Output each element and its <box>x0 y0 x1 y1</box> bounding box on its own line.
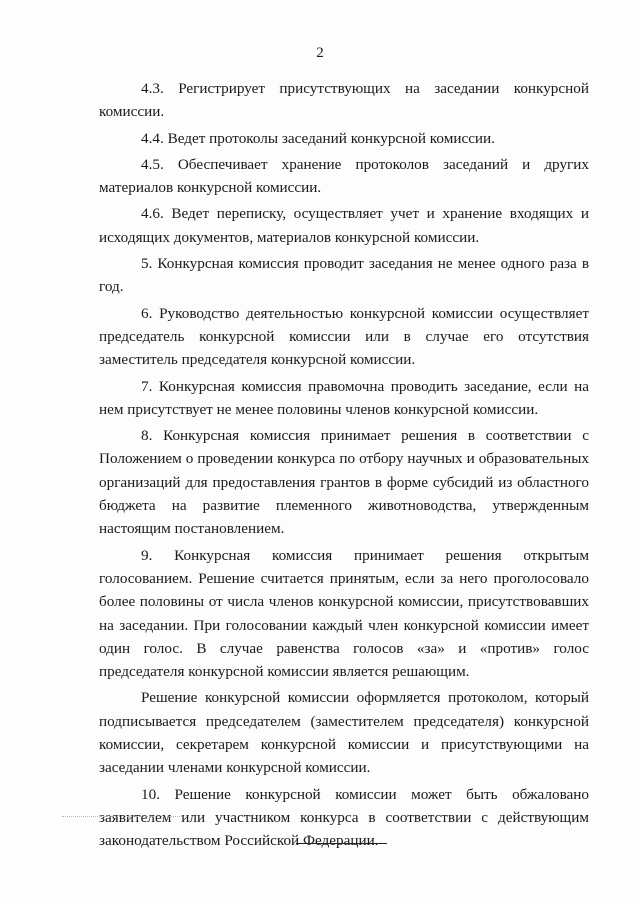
paragraph-9-decision: Решение конкурсной комиссии оформляется протоколом, который подписывается председателем (заместителем председателя) конкурсной комиссии, секретарем конкурсной комиссии и присутствующими на заседании членами конкурсной комиссии. <box>99 689 589 777</box>
paragraph-7: 7. Конкурсная комиссия правомочна проводить заседание, если на нем присутствует не менее половины членов конкурсной комиссии. <box>99 377 589 418</box>
document-body <box>99 77 589 853</box>
paragraph-10: 10. Решение конкурсной комиссии может быть обжаловано заявителем или участником конкурса в соответствии с действующим законодательством Российской Федерации. <box>99 785 589 850</box>
closing-rule <box>296 843 387 844</box>
paragraph-5: 5. Конкурсная комиссия проводит заседания не менее одного раза в год. <box>99 255 589 296</box>
paragraph-4-5: 4.5. Обеспечивает хранение протоколов заседаний и других материалов конкурсной комиссии. <box>99 155 589 197</box>
paragraph-9: 9. Конкурсная комиссия принимает решения открытым голосованием. Решение считается принятым, если за него проголосовало более половины от числа членов конкурсной комиссии, присутствовавших на заседании. При голосовании каждый член конкурсной комиссии имеет один голос. В случае равенства голосов «за» и «против» голос председателя конкурсной комиссии является решающим. <box>99 546 589 681</box>
paragraph-6: 6. Руководство деятельностью конкурсной комиссии осуществляет председатель конкурсной комиссии или в случае его отсутствия заместитель председателя конкурсной комиссии. <box>99 304 589 369</box>
scan-artifact <box>62 816 182 817</box>
paragraph-8: 8. Конкурсная комиссия принимает решения в соответствии с Положением о проведении конкурса по отбору научных и образовательных организаций для предоставления грантов в форме субсидий из областного бюджета на развитие племенного животноводства, утвержденным настоящим постановлением. <box>99 427 589 538</box>
paragraph-4-3: 4.3. Регистрирует присутствующих на заседании конкурсной комиссии. <box>99 80 589 121</box>
page-number: 2 <box>316 45 324 61</box>
paragraph-4-4: 4.4. Ведет протоколы заседаний конкурсной комиссии. <box>141 129 495 147</box>
paragraph-4-6: 4.6. Ведет переписку, осуществляет учет и хранение входящих и исходящих документов, материалов конкурсной комиссии. <box>99 205 589 246</box>
